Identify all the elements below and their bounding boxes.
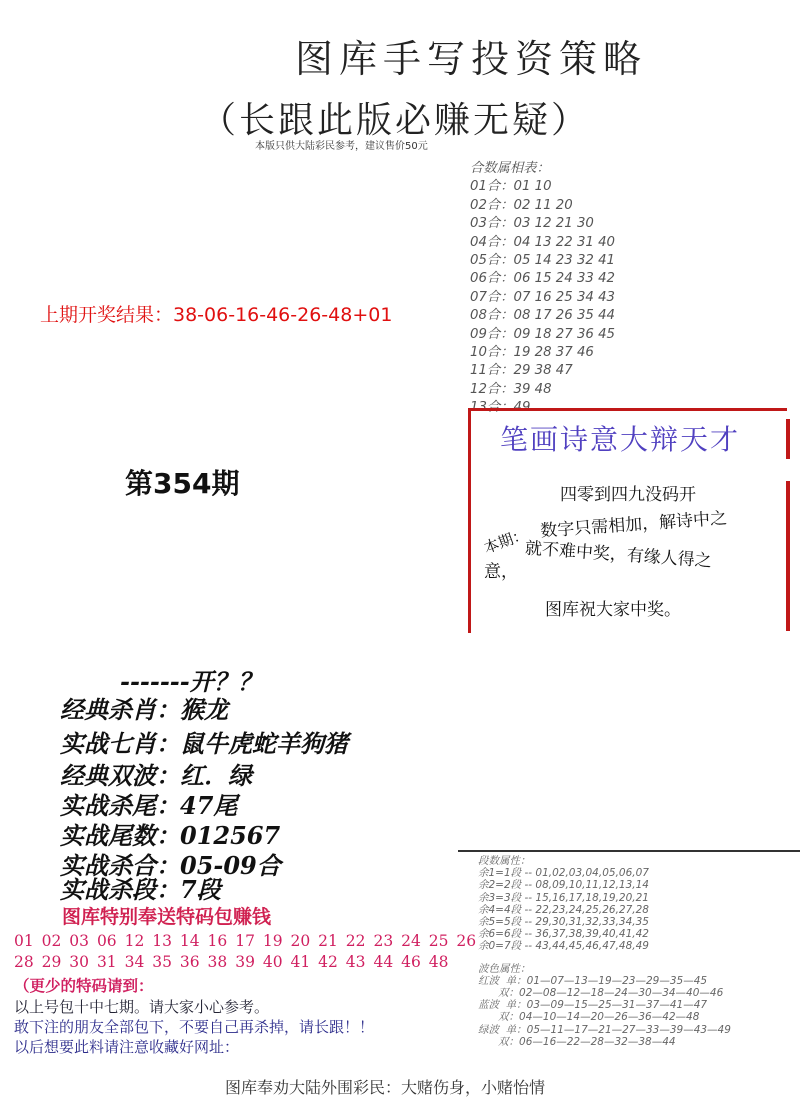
color-row: 蓝波 单：03—09—15—25—31—37—41—47 bbox=[478, 999, 708, 1012]
heshu-row: 09合：09 18 27 36 45 bbox=[470, 326, 616, 342]
poem-line: 就不难中奖，有缘人得之 bbox=[524, 538, 713, 572]
heshu-row: 12合：39 48 bbox=[470, 381, 552, 397]
prediction-line: 实战七肖：鼠牛虎蛇羊狗猪 bbox=[60, 729, 348, 758]
colors-title: 波色属性： bbox=[478, 962, 531, 975]
prediction-line: 实战杀合：05-09合 bbox=[60, 851, 281, 880]
prediction-line: 实战杀尾：47尾 bbox=[60, 791, 238, 820]
gift-title: 图库特别奉送特码包赚钱 bbox=[62, 906, 272, 928]
footer-note: 图库奉劝大陆外围彩民：大赌伤身，小赌怡情 bbox=[225, 1078, 546, 1097]
segment-row: 余2=2段 -- 08,09,10,11,12,13,14 bbox=[478, 879, 649, 892]
poem-label: 本期： bbox=[481, 524, 530, 558]
segments-table bbox=[478, 855, 731, 1048]
heshu-row: 13合：49 bbox=[470, 400, 531, 416]
price-note: 本版只供大陆彩民参考，建议售价50元 bbox=[255, 141, 428, 152]
segment-row: 余3=3段 -- 15,16,17,18,19,20,21 bbox=[478, 891, 649, 904]
poem-line: 意， bbox=[484, 562, 518, 582]
heshu-row: 08合：08 17 26 35 44 bbox=[470, 308, 616, 324]
heshu-table bbox=[470, 160, 615, 418]
heshu-row: 05合：05 14 23 32 41 bbox=[470, 253, 616, 269]
gift-numbers: 28 29 30 31 34 35 36 38 39 40 41 42 43 44 46 48 bbox=[14, 953, 449, 971]
segment-row: 余1=1段 -- 01,02,03,04,05,06,07 bbox=[478, 867, 649, 880]
segment-row: 余6=6段 -- 36,37,38,39,40,41,42 bbox=[478, 928, 649, 941]
poem-line: 四零到四九没码开 bbox=[560, 485, 696, 505]
prediction-line: 经典双波：红．绿 bbox=[60, 761, 252, 790]
segment-row: 余5=5段 -- 29,30,31,32,33,34,35 bbox=[478, 916, 649, 929]
prediction-line: -------开？？ bbox=[120, 667, 262, 696]
heshu-row: 10合：19 28 37 46 bbox=[470, 345, 594, 361]
segment-row: 余0=7段 -- 43,44,45,46,47,48,49 bbox=[478, 940, 649, 953]
gift-note: 以后想要此料请注意收藏好网址： bbox=[14, 1038, 240, 1056]
heshu-row: 07合：07 16 25 34 43 bbox=[470, 289, 616, 305]
heshu-row: 03合：03 12 21 30 bbox=[470, 216, 594, 232]
poem-title: 笔画诗意大辩天才 bbox=[500, 423, 741, 456]
prediction-line: 实战尾数：012567 bbox=[60, 821, 281, 850]
color-row: 红波 单：01—07—13—19—23—29—35—45 bbox=[478, 974, 708, 987]
subtitle: （长跟此版必赚无疑） bbox=[200, 100, 591, 141]
color-row: 双：04—10—14—20—26—36—42—48 bbox=[478, 1011, 700, 1024]
segments-title: 段数属性： bbox=[478, 855, 531, 867]
heshu-title: 合数属相表： bbox=[470, 161, 550, 176]
segment-row: 余4=4段 -- 22,23,24,25,26,27,28 bbox=[478, 903, 649, 916]
heshu-row: 06合：06 15 24 33 42 bbox=[470, 271, 616, 287]
issue-number: 第354期 bbox=[125, 467, 240, 500]
last-result: 上期开奖结果：38-06-16-46-26-48+01 bbox=[40, 304, 393, 326]
divider bbox=[458, 850, 800, 852]
gift-note: 敢下注的朋友全部包下，不要自己再杀掉，请长跟！！ bbox=[14, 1018, 375, 1036]
gift-numbers: 01 02 03 06 12 13 14 16 17 19 20 21 22 23 24 25 26 bbox=[14, 932, 477, 950]
heshu-row: 04合：04 13 22 31 40 bbox=[470, 234, 616, 250]
poem-line: 图库祝大家中奖。 bbox=[545, 600, 681, 620]
heshu-row: 01合：01 10 bbox=[470, 179, 552, 195]
heshu-row: 02合：02 11 20 bbox=[470, 197, 573, 213]
prediction-line: 经典杀肖：猴龙 bbox=[60, 695, 228, 724]
color-row: 双：02—08—12—18—24—30—34—40—46 bbox=[478, 987, 724, 1000]
gift-note: 以上号包十中七期。请大家小心参考。 bbox=[14, 998, 270, 1016]
heshu-row: 11合：29 38 47 bbox=[470, 363, 573, 379]
prediction-line: 实战杀段：7段 bbox=[60, 875, 221, 904]
gift-more: （更少的特码请到： bbox=[14, 976, 154, 995]
poem-line: 数字只需相加，解诗中之 bbox=[539, 508, 728, 542]
page-title: 图库手写投资策略 bbox=[295, 37, 648, 81]
color-row: 绿波 单：05—11—17—21—27—33—39—43—49 bbox=[478, 1023, 731, 1036]
color-row: 双：06—16—22—28—32—38—44 bbox=[478, 1035, 676, 1048]
